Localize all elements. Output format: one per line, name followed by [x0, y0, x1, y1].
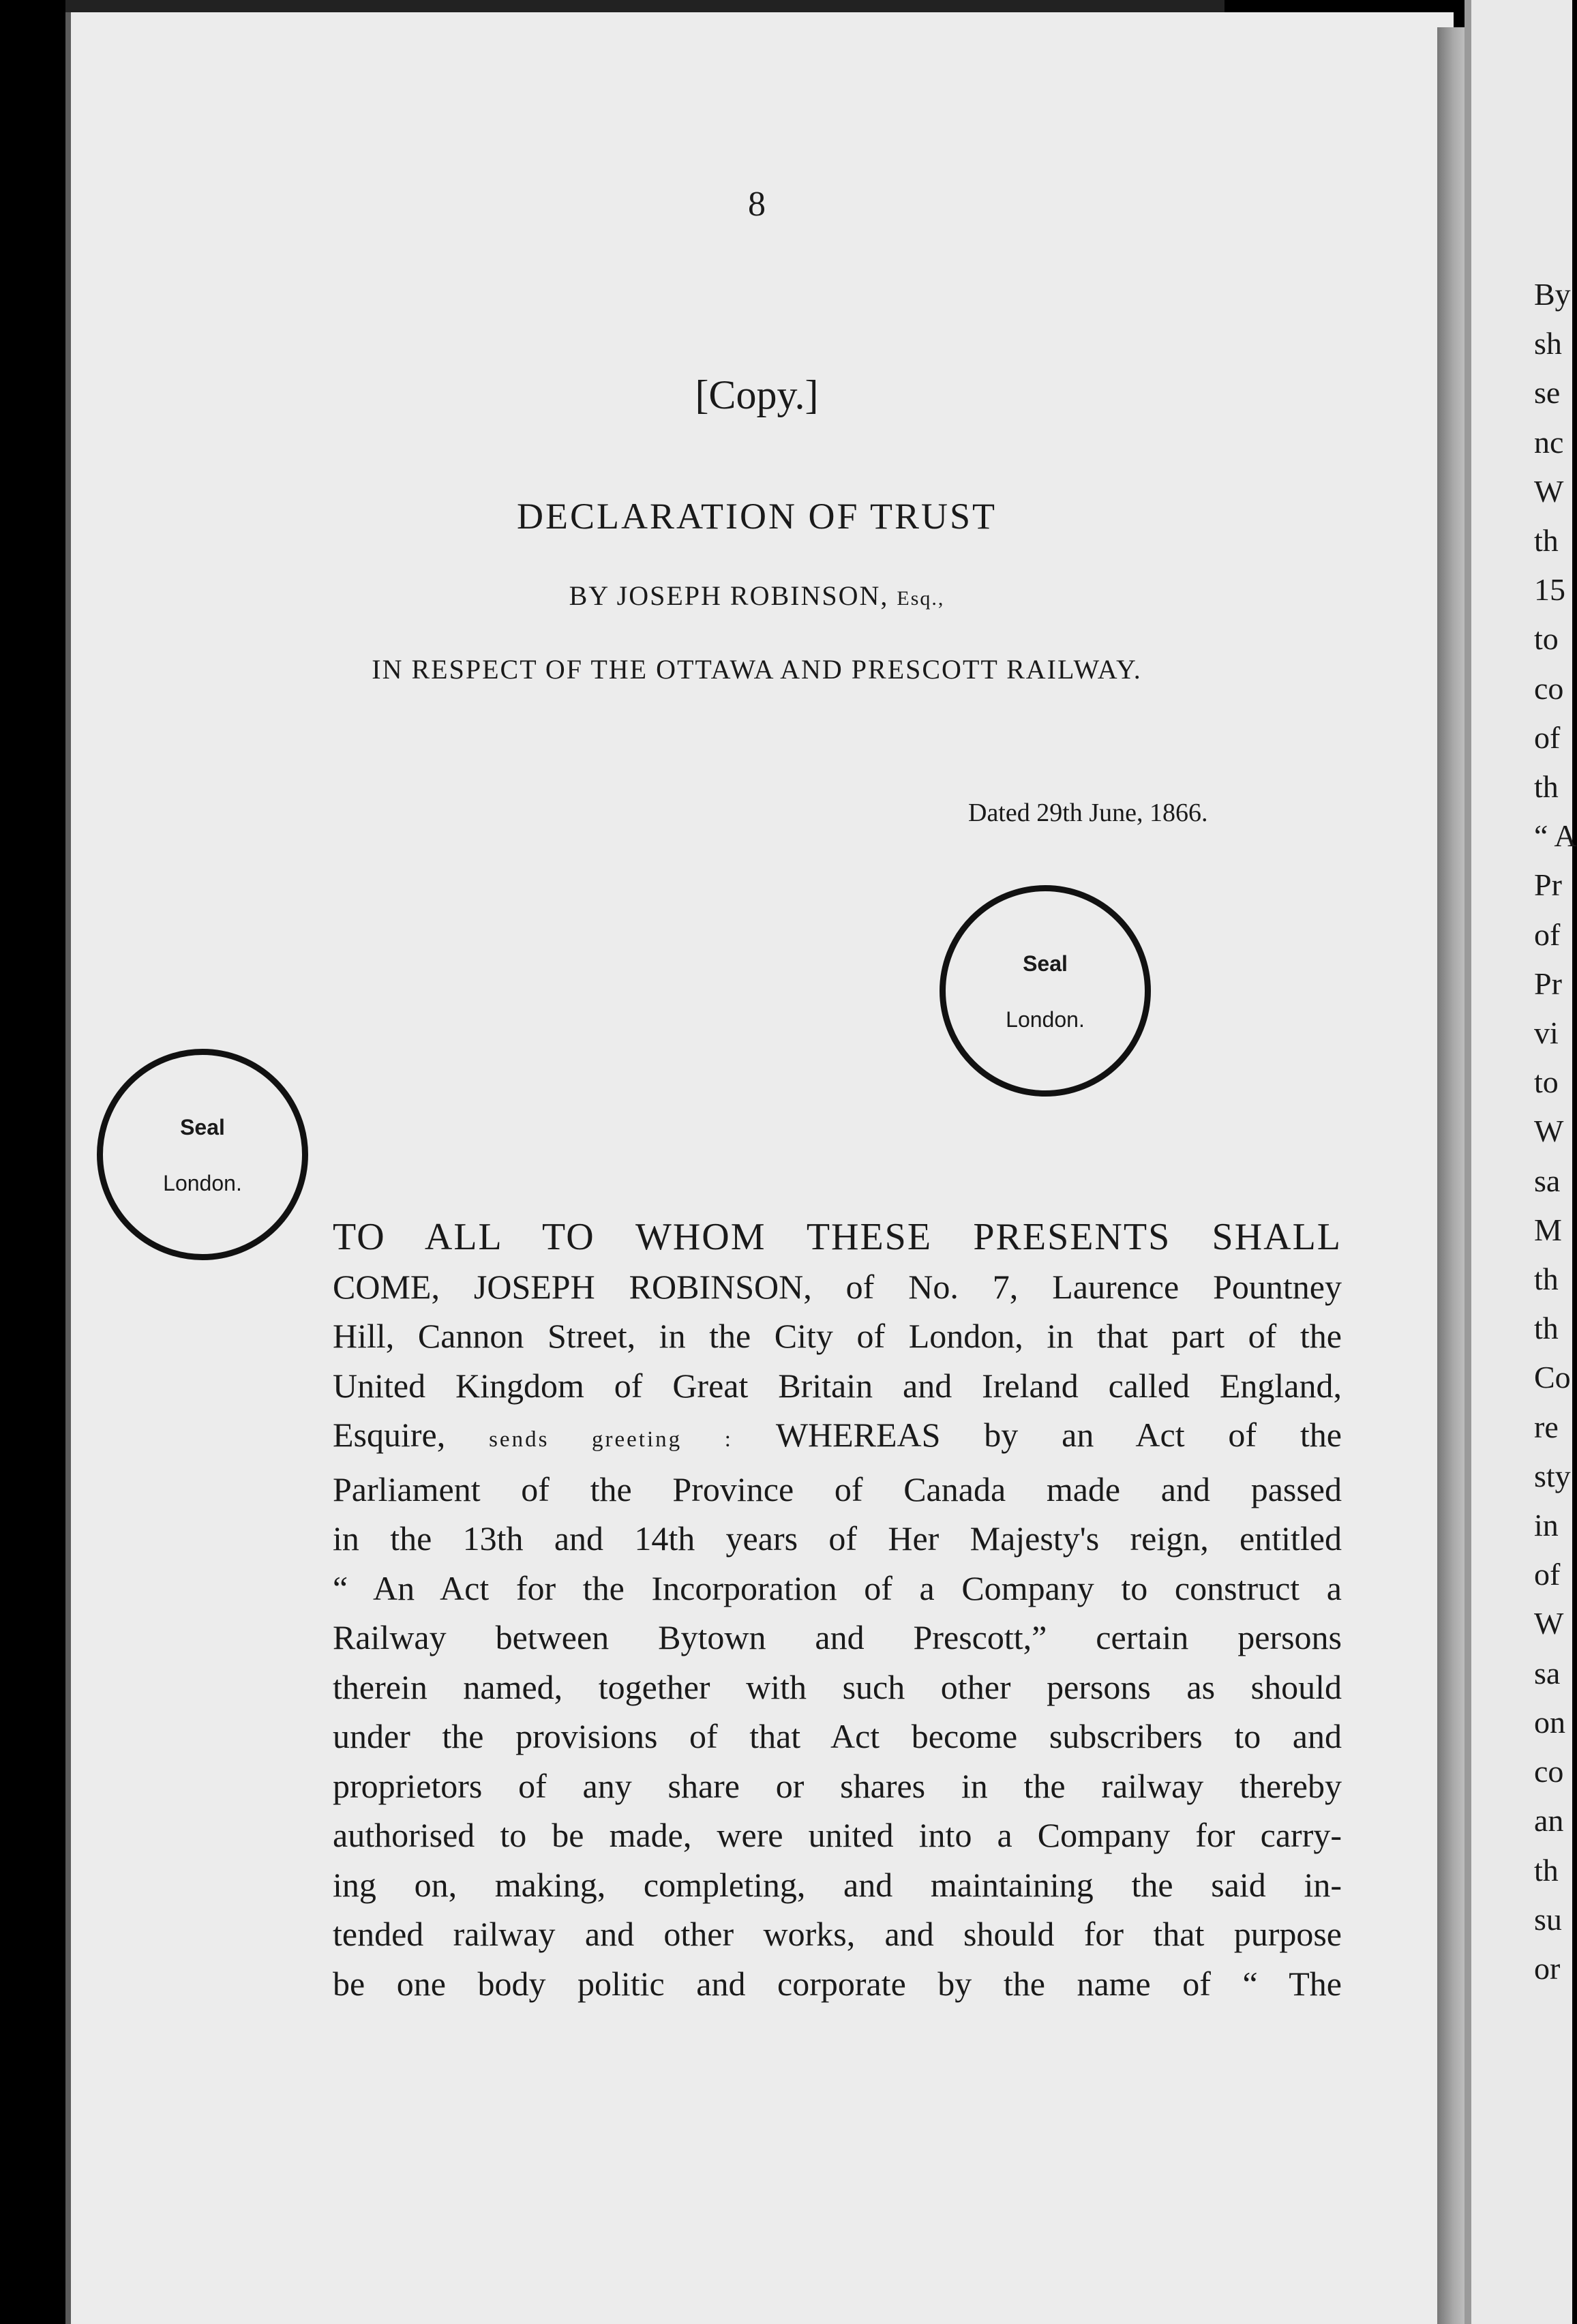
fragment: to [1534, 1064, 1559, 1100]
fragment: By [1534, 277, 1571, 312]
seal-stamp [97, 1049, 308, 1260]
fragment: co [1534, 670, 1564, 706]
fragment: th [1534, 1852, 1559, 1888]
fragment: W [1534, 473, 1564, 509]
body-line: under the provisions of that Act become subscribers to and [333, 1717, 1342, 1755]
body-fragment: WHEREAS by an Act of the [775, 1416, 1342, 1454]
fragment: sa [1534, 1163, 1561, 1198]
fragment: W [1534, 1606, 1564, 1641]
fragment: se [1534, 375, 1561, 411]
seal-stamp [940, 885, 1151, 1097]
body-line: COME, JOSEPH ROBINSON, of No. 7, Laurence Pountney [333, 1267, 1342, 1306]
fragment: of [1534, 719, 1561, 755]
document-title: DECLARATION OF TRUST [516, 496, 997, 537]
fragment: of [1534, 1557, 1561, 1592]
body-line: proprietors of any share or shares in the railway thereby [333, 1766, 1342, 1805]
fragment: W [1534, 1114, 1564, 1149]
body-line: Parliament of the Province of Canada made and passed [333, 1470, 1342, 1508]
sends-greeting: sends greeting : [489, 1427, 733, 1452]
seal-label: Seal [1023, 951, 1068, 976]
body-line: United Kingdom of Great Britain and Ireland called England, [333, 1366, 1342, 1405]
seal-label: Seal [180, 1115, 225, 1139]
body-line: authorised to be made, were united into a Company for carry- [333, 1816, 1342, 1854]
fragment: on [1534, 1704, 1565, 1740]
copy-label: [Copy.] [695, 372, 819, 417]
respect-line: IN RESPECT OF THE OTTAWA AND PRESCOTT RAILWAY. [372, 654, 1142, 685]
seal-place: London. [163, 1171, 242, 1195]
fragment: an [1534, 1803, 1564, 1838]
fragment: co [1534, 1754, 1564, 1789]
fragment: or [1534, 1950, 1561, 1986]
body-line [333, 1410, 1342, 1465]
fragment: of [1534, 917, 1561, 952]
fragment: sh [1534, 326, 1562, 361]
body-fragment: Esquire, [333, 1416, 446, 1454]
body-line: “ An Act for the Incorporation of a Company to construct a [333, 1568, 1342, 1607]
subtitle-esq: Esq., [897, 587, 945, 610]
fragment: Pr [1534, 966, 1562, 1001]
fragment: in [1534, 1508, 1559, 1543]
fragment: sty [1534, 1458, 1571, 1493]
body-line: tended railway and other works, and should for that purpose [333, 1915, 1342, 1953]
body-line: in the 13th and 14th years of Her Majesty's reign, entitled [333, 1519, 1342, 1558]
body-line: Railway between Bytown and Prescott,” certain persons [333, 1618, 1342, 1656]
fragment: sa [1534, 1655, 1561, 1690]
seal-place: London. [1006, 1007, 1085, 1032]
body-line: be one body politic and corporate by the name of “ The [333, 1964, 1342, 2003]
fragment: Pr [1534, 867, 1562, 903]
body-line: Hill, Cannon Street, in the City of London, in that part of the [333, 1317, 1342, 1355]
body-line: therein named, together with such other persons as should [333, 1667, 1342, 1706]
fragment: Co [1534, 1360, 1571, 1395]
fragment: th [1534, 1262, 1559, 1297]
body-text [333, 1212, 1342, 2008]
body-line: TO ALL TO WHOM THESE PRESENTS SHALL [333, 1216, 1342, 1258]
subtitle-name: BY JOSEPH ROBINSON, [569, 580, 889, 611]
fragment: re [1534, 1409, 1559, 1444]
fragment: M [1534, 1212, 1562, 1247]
fragment: “ A [1534, 818, 1577, 854]
fragment: nc [1534, 424, 1564, 460]
fragment: th [1534, 523, 1559, 558]
date-line: Dated 29th June, 1866. [968, 799, 1208, 827]
fragment: 15 [1534, 572, 1565, 608]
document-subtitle [65, 580, 1448, 612]
fragment: to [1534, 621, 1559, 657]
fragment: th [1534, 1311, 1559, 1346]
fragment: vi [1534, 1015, 1559, 1051]
facing-page-text [1534, 270, 1577, 1993]
page-number: 8 [748, 185, 766, 224]
fragment: su [1534, 1901, 1562, 1937]
fragment: th [1534, 769, 1559, 805]
body-line: ing on, making, completing, and maintaining the said in- [333, 1865, 1342, 1904]
